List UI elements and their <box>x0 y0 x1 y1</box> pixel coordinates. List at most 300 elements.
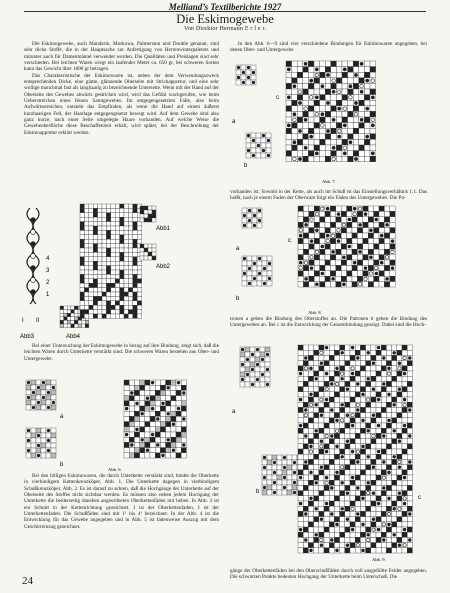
weave-dot <box>360 62 364 66</box>
weave-dot <box>304 460 307 463</box>
weave-cell <box>292 475 297 480</box>
weave-cell <box>360 407 365 412</box>
weave-dot <box>398 465 401 468</box>
weave-cell <box>376 428 381 433</box>
weave-cell <box>102 213 106 217</box>
weave-cell <box>324 532 329 537</box>
weave-cell <box>31 380 36 385</box>
weave-cell <box>324 366 329 371</box>
weave-cell <box>353 145 359 151</box>
weave-cell <box>325 260 330 265</box>
weave-cell <box>181 406 186 411</box>
weave-dot <box>252 71 255 74</box>
weave-cell <box>364 123 370 129</box>
weave-cell <box>128 252 132 256</box>
weave-cell <box>133 314 137 318</box>
weave-cell <box>341 244 346 249</box>
weave-cell <box>334 506 339 511</box>
weave-cell <box>397 433 402 438</box>
weave-cell <box>133 274 137 278</box>
weave-dot <box>299 502 302 505</box>
weave-dot <box>287 124 291 128</box>
weave-cell <box>140 416 145 421</box>
weave-dot <box>326 101 330 105</box>
weave-dot <box>335 419 338 422</box>
weave-cell <box>309 222 314 227</box>
thread-dot <box>31 254 36 259</box>
weave-cell <box>374 260 379 265</box>
weave-cell <box>98 261 102 265</box>
weave-cell <box>368 217 373 222</box>
weave-cell <box>36 438 41 443</box>
weave-cell <box>347 238 352 243</box>
weave-cell <box>359 134 365 140</box>
weave-cell <box>303 532 308 537</box>
weave-cell <box>84 296 88 300</box>
weave-cell <box>298 485 303 490</box>
weave-ring <box>398 507 401 510</box>
weave-cell <box>303 89 309 95</box>
weave-cell <box>60 310 64 314</box>
weave-cell <box>128 213 132 217</box>
weave-cell <box>129 427 134 432</box>
weave-cell <box>374 238 379 243</box>
weave-cell <box>286 145 292 151</box>
weave-cell <box>140 390 145 395</box>
weave-cell <box>140 206 144 210</box>
weave-cell <box>236 70 241 75</box>
weave-cell <box>251 75 256 80</box>
weave-cell <box>314 439 319 444</box>
weave-cell <box>357 276 362 281</box>
weave-cell <box>80 244 84 248</box>
weave-cell <box>111 292 115 296</box>
weave-cell <box>314 381 319 386</box>
weave-cell <box>181 432 186 437</box>
weave-cell <box>124 235 128 239</box>
right-column-p1 <box>230 41 427 54</box>
weave-cell <box>324 402 329 407</box>
weave-cell <box>342 95 348 101</box>
weave-dot <box>146 448 149 451</box>
weave-cell <box>381 428 386 433</box>
weave-cell <box>41 443 46 448</box>
weave-cell <box>36 395 41 400</box>
weave-dot <box>361 523 364 526</box>
weave-dot <box>166 412 169 415</box>
weave-cell <box>386 387 391 392</box>
weave-dot <box>263 456 266 459</box>
weave-cell <box>308 61 314 67</box>
weave-cell <box>31 448 36 453</box>
weave-cell <box>366 522 371 527</box>
weave-cell <box>247 213 252 218</box>
weave-cell <box>384 238 389 243</box>
weave-dot <box>320 439 323 442</box>
weave-cell <box>102 252 106 256</box>
weave-dot <box>335 523 338 526</box>
weave-dot <box>246 373 249 376</box>
weave-cell <box>148 206 152 210</box>
weave-cell <box>341 249 346 254</box>
weave-cell <box>129 448 134 453</box>
weave-cell <box>67 310 71 314</box>
weave-cell <box>379 222 384 227</box>
weave-cell <box>376 491 381 496</box>
weave-cell <box>152 206 156 210</box>
weave-cell <box>324 543 329 548</box>
weave-dot <box>309 393 312 396</box>
weave-cell <box>364 100 370 106</box>
weave-cell <box>392 345 397 350</box>
weave-cell <box>350 433 355 438</box>
weave-cell <box>148 252 152 256</box>
weave-cell <box>102 270 106 274</box>
weave-cell <box>134 406 139 411</box>
weave-cell <box>386 506 391 511</box>
weave-cell <box>98 213 102 217</box>
weave-cell <box>397 397 402 402</box>
weave-cell <box>309 276 314 281</box>
figure-abb7 <box>232 59 402 187</box>
weave-cell <box>111 204 115 208</box>
weave-dot <box>377 398 380 401</box>
weave-dot <box>369 229 373 233</box>
weave-cell <box>397 371 402 376</box>
weave-cell <box>257 276 262 281</box>
weave-cell <box>84 274 88 278</box>
weave-dot <box>263 466 266 469</box>
weave-cell <box>379 282 384 287</box>
weave-cell <box>363 206 368 211</box>
weave-cell <box>308 532 313 537</box>
weave-cell <box>303 543 308 548</box>
weave-cell <box>360 485 365 490</box>
weave-cell <box>124 411 129 416</box>
weave-cell <box>355 418 360 423</box>
weave-cell <box>371 537 376 542</box>
weave-cell <box>320 67 326 73</box>
weave-cell <box>60 306 64 310</box>
weave-cell <box>102 296 106 300</box>
weave-cell <box>128 230 132 234</box>
weave-cell <box>392 511 397 516</box>
weave-dot <box>403 424 406 427</box>
weave-cell <box>298 491 303 496</box>
weave-cell <box>133 305 137 309</box>
weave-cell <box>320 106 326 112</box>
weave-ring <box>309 96 313 100</box>
weave-dot <box>361 497 364 500</box>
weave-cell <box>392 465 397 470</box>
weave-cell <box>308 506 313 511</box>
weave-cell <box>120 208 124 212</box>
weave-ring <box>325 481 328 484</box>
weave-cell <box>350 428 355 433</box>
weave-dot <box>326 129 330 133</box>
weave-cell <box>366 418 371 423</box>
weave-cell <box>51 448 56 453</box>
weave-cell <box>386 475 391 480</box>
weave-cell <box>106 301 110 305</box>
weave-cell <box>324 459 329 464</box>
weave-cell <box>303 255 308 260</box>
weave-cell <box>314 387 319 392</box>
weave-cell <box>334 496 339 501</box>
weave-cell <box>319 371 324 376</box>
weave-cell <box>286 128 292 134</box>
weave-dot <box>283 476 286 479</box>
weave-cell <box>359 156 365 162</box>
weave-cell <box>366 511 371 516</box>
weave-cell <box>140 252 144 256</box>
weave-cell <box>111 279 115 283</box>
weave-cell <box>277 455 282 460</box>
abb7-grid-b <box>246 133 271 158</box>
weave-cell <box>381 449 386 454</box>
weave-cell <box>298 387 303 392</box>
weave-cell <box>355 532 360 537</box>
weave-cell <box>386 439 391 444</box>
weave-cell <box>352 249 357 254</box>
weave-cell <box>160 390 165 395</box>
weave-cell <box>46 395 51 400</box>
weave-cell <box>325 156 331 162</box>
weave-cell <box>381 350 386 355</box>
weave-cell <box>397 511 402 516</box>
weave-dot <box>335 549 338 552</box>
weave-dot <box>314 533 317 536</box>
weave-dot <box>369 256 373 260</box>
weave-cell <box>252 256 257 261</box>
weave-cell <box>106 239 110 243</box>
weave-cell <box>314 117 320 123</box>
weave-dot <box>287 96 291 100</box>
weave-cell <box>298 271 303 276</box>
weave-cell <box>357 265 362 270</box>
weave-cell <box>379 271 384 276</box>
weave-cell <box>124 305 128 309</box>
weave-cell <box>345 454 350 459</box>
weave-cell <box>272 485 277 490</box>
weave-cell <box>381 470 386 475</box>
weave-cell <box>298 402 303 407</box>
weave-dot <box>320 361 323 364</box>
caption-abb4: Abb4 <box>66 334 81 340</box>
weave-cell <box>287 480 292 485</box>
weave-cell <box>392 517 397 522</box>
weave-cell <box>124 252 128 256</box>
weave-cell <box>355 496 360 501</box>
weave-cell <box>376 480 381 485</box>
weave-cell <box>334 532 339 537</box>
weave-cell <box>308 145 314 151</box>
weave-ring <box>354 112 358 116</box>
weave-cell <box>392 537 397 542</box>
weave-ring <box>342 223 345 226</box>
weave-dot <box>135 402 138 405</box>
weave-cell <box>324 423 329 428</box>
weave-cell <box>319 407 324 412</box>
weave-cell <box>386 407 391 412</box>
weave-cell <box>133 235 137 239</box>
weave-cell <box>402 506 407 511</box>
weave-cell <box>98 222 102 226</box>
weave-cell <box>124 314 128 318</box>
weave-cell <box>366 496 371 501</box>
weave-dot <box>372 491 375 494</box>
weave-cell <box>129 396 134 401</box>
weave-cell <box>124 270 128 274</box>
weave-dot <box>266 368 269 371</box>
weave-dot <box>408 356 411 359</box>
weave-cell <box>368 222 373 227</box>
weave-cell <box>245 362 250 367</box>
weave-cell <box>371 381 376 386</box>
weave-cell <box>371 392 376 397</box>
weave-ring <box>382 523 385 526</box>
weave-cell <box>133 283 137 287</box>
weave-cell <box>297 139 303 145</box>
weave-dot <box>340 507 343 510</box>
weave-cell <box>324 381 329 386</box>
weave-cell <box>303 265 308 270</box>
weave-cell <box>319 366 324 371</box>
weave-cell <box>324 496 329 501</box>
weave-dot <box>342 256 346 260</box>
weave-dot <box>298 101 302 105</box>
weave-cell <box>102 292 106 296</box>
weave-cell <box>298 506 303 511</box>
weave-cell <box>303 361 308 366</box>
weave-cell <box>171 432 176 437</box>
weave-cell <box>102 239 106 243</box>
weave-cell <box>381 392 386 397</box>
weave-cell <box>74 306 78 310</box>
label-c: c <box>288 238 291 244</box>
weave-cell <box>67 320 71 324</box>
weave-cell <box>309 249 314 254</box>
weave-dot <box>37 454 40 457</box>
thread-dot <box>31 230 36 235</box>
weave-cell <box>334 454 339 459</box>
weave-cell <box>370 128 376 134</box>
weave-cell <box>84 230 88 234</box>
weave-cell <box>80 296 84 300</box>
weave-cell <box>128 248 132 252</box>
weave-cell <box>376 392 381 397</box>
weave-cell <box>265 357 270 362</box>
weave-cell <box>345 392 350 397</box>
weave-cell <box>325 95 331 101</box>
weave-cell <box>93 230 97 234</box>
weave-cell <box>329 376 334 381</box>
weave-cell <box>286 89 292 95</box>
weave-cell <box>124 226 128 230</box>
weave-cell <box>359 95 365 101</box>
weave-cell <box>124 213 128 217</box>
weave-cell <box>329 402 334 407</box>
weave-cell <box>324 392 329 397</box>
weave-cell <box>334 355 339 360</box>
weave-cell <box>363 228 368 233</box>
weave-cell <box>303 517 308 522</box>
weave-cell <box>303 156 309 162</box>
weave-dot <box>377 528 380 531</box>
weave-cell <box>320 233 325 238</box>
weave-cell <box>176 427 181 432</box>
weave-cell <box>155 406 160 411</box>
weave-dot <box>382 356 385 359</box>
weave-cell <box>331 100 337 106</box>
weave-cell <box>314 470 319 475</box>
weave-cell <box>124 301 128 305</box>
weave-cell <box>366 459 371 464</box>
weave-dot <box>256 348 259 351</box>
weave-cell <box>298 532 303 537</box>
weave-dot <box>32 391 35 394</box>
weave-cell <box>392 433 397 438</box>
weave-dot <box>299 424 302 427</box>
weave-dot <box>27 449 30 452</box>
weave-cell <box>370 100 376 106</box>
weave-cell <box>350 418 355 423</box>
weave-cell <box>379 276 384 281</box>
weave-cell <box>308 83 314 89</box>
weave-cell <box>93 270 97 274</box>
weave-cell <box>366 470 371 475</box>
weave-cell <box>261 143 266 148</box>
weave-cell <box>106 279 110 283</box>
weave-cell <box>31 453 36 458</box>
weave-dot <box>320 543 323 546</box>
weave-cell <box>176 390 181 395</box>
weave-cell <box>98 283 102 287</box>
weave-cell <box>345 361 350 366</box>
weave-cell <box>379 217 384 222</box>
weave-cell <box>286 139 292 145</box>
weave-cell <box>341 217 346 222</box>
weave-cell <box>336 271 341 276</box>
weave-cell <box>371 543 376 548</box>
weave-cell <box>325 117 331 123</box>
weave-dot <box>266 383 269 386</box>
weave-cell <box>345 402 350 407</box>
weave-cell <box>390 260 395 265</box>
weave-cell <box>41 390 46 395</box>
weave-cell <box>308 355 313 360</box>
weave-cell <box>133 244 137 248</box>
weave-cell <box>265 362 270 367</box>
weave-cell <box>150 448 155 453</box>
weave-cell <box>386 527 391 532</box>
weave-cell <box>397 537 402 542</box>
weave-dot <box>325 398 328 401</box>
weave-cell <box>386 491 391 496</box>
weave-cell <box>134 390 139 395</box>
weave-cell <box>137 239 141 243</box>
weave-cell <box>89 252 93 256</box>
weave-cell <box>115 217 119 221</box>
weave-cell <box>51 453 56 458</box>
weave-cell <box>308 454 313 459</box>
weave-cell <box>379 228 384 233</box>
weave-cell <box>31 385 36 390</box>
weave-cell <box>340 543 345 548</box>
weave-cell <box>140 210 144 214</box>
weave-cell <box>80 239 84 243</box>
weave-cell <box>325 244 330 249</box>
